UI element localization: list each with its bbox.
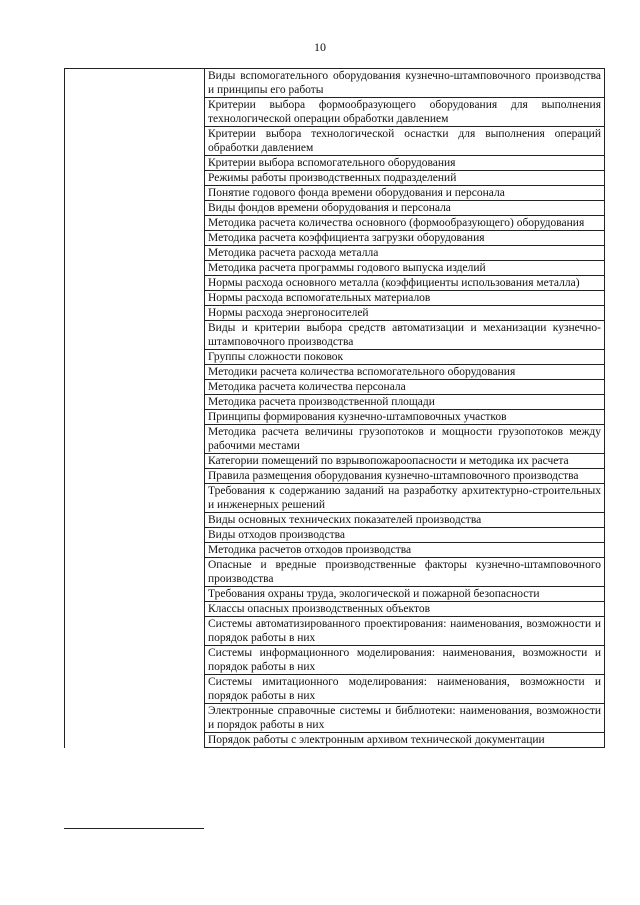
table-cell-text: Методика расчета величины грузопотоков и мощности грузопотоков между рабочими местами <box>205 425 605 454</box>
table-cell-text: Методики расчета количества вспомогательного оборудования <box>205 365 605 380</box>
table-cell-text: Виды и критерии выбора средств автоматизации и механизации кузнечно-штамповочного производства <box>205 321 605 350</box>
table-cell-text: Порядок работы с электронным архивом технической документации <box>205 733 605 748</box>
table-cell-text: Методика расчета программы годового выпуска изделий <box>205 261 605 276</box>
table-cell-text: Категории помещений по взрывопожароопасности и методика их расчета <box>205 454 605 469</box>
table-cell-text: Нормы расхода вспомогательных материалов <box>205 291 605 306</box>
table-cell-text: Требования охраны труда, экологической и пожарной безопасности <box>205 587 605 602</box>
table-cell-text: Виды фондов времени оборудования и персонала <box>205 201 605 216</box>
table-cell-text: Нормы расхода основного металла (коэффициенты использования металла) <box>205 276 605 291</box>
table-cell-text: Методика расчета расхода металла <box>205 246 605 261</box>
table-cell-text: Виды отходов производства <box>205 528 605 543</box>
table-cell-text: Группы сложности поковок <box>205 350 605 365</box>
page-number: 10 <box>314 40 326 54</box>
table-body <box>65 69 605 748</box>
table-cell-text: Критерии выбора формообразующего оборудования для выполнения технологической операции обработки давлением <box>205 98 605 127</box>
table-cell-text: Опасные и вредные производственные факторы кузнечно-штамповочного производства <box>205 558 605 587</box>
table-cell-text: Методика расчета производственной площади <box>205 395 605 410</box>
table-cell-text: Системы информационного моделирования: наименования, возможности и порядок работы в них <box>205 646 605 675</box>
table-cell-text: Электронные справочные системы и библиотеки: наименования, возможности и порядок работы в них <box>205 704 605 733</box>
table-cell-text: Критерии выбора вспомогательного оборудования <box>205 156 605 171</box>
table-cell-text: Системы автоматизированного проектирования: наименования, возможности и порядок работы в них <box>205 617 605 646</box>
table-cell-text: Методика расчета количества персонала <box>205 380 605 395</box>
table-cell-text: Требования к содержанию заданий на разработку архитектурно-строительных и инженерных решений <box>205 484 605 513</box>
table-label-cell <box>65 69 205 748</box>
table-cell-text: Классы опасных производственных объектов <box>205 602 605 617</box>
table-cell-text: Режимы работы производственных подразделений <box>205 171 605 186</box>
table-cell-text: Системы имитационного моделирования: наименования, возможности и порядок работы в них <box>205 675 605 704</box>
table-cell-text: Нормы расхода энергоносителей <box>205 306 605 321</box>
knowledge-table <box>64 68 605 748</box>
table-cell-text: Принципы формирования кузнечно-штамповочных участков <box>205 410 605 425</box>
table-cell-text: Методика расчета количества основного (формообразующего) оборудования <box>205 216 605 231</box>
table-cell-text: Виды вспомогательного оборудования кузнечно-штамповочного производства и принципы его работы <box>205 69 605 98</box>
table-bottom-border-left <box>64 828 204 829</box>
table-cell-text: Правила размещения оборудования кузнечно-штамповочного производства <box>205 469 605 484</box>
table-cell-text: Понятие годового фонда времени оборудования и персонала <box>205 186 605 201</box>
table-cell-text: Виды основных технических показателей производства <box>205 513 605 528</box>
table-cell-text: Методика расчетов отходов производства <box>205 543 605 558</box>
table-row <box>65 69 605 98</box>
table-cell-text: Критерии выбора технологической оснастки для выполнения операций обработки давлением <box>205 127 605 156</box>
table-cell-text: Методика расчета коэффициента загрузки оборудования <box>205 231 605 246</box>
